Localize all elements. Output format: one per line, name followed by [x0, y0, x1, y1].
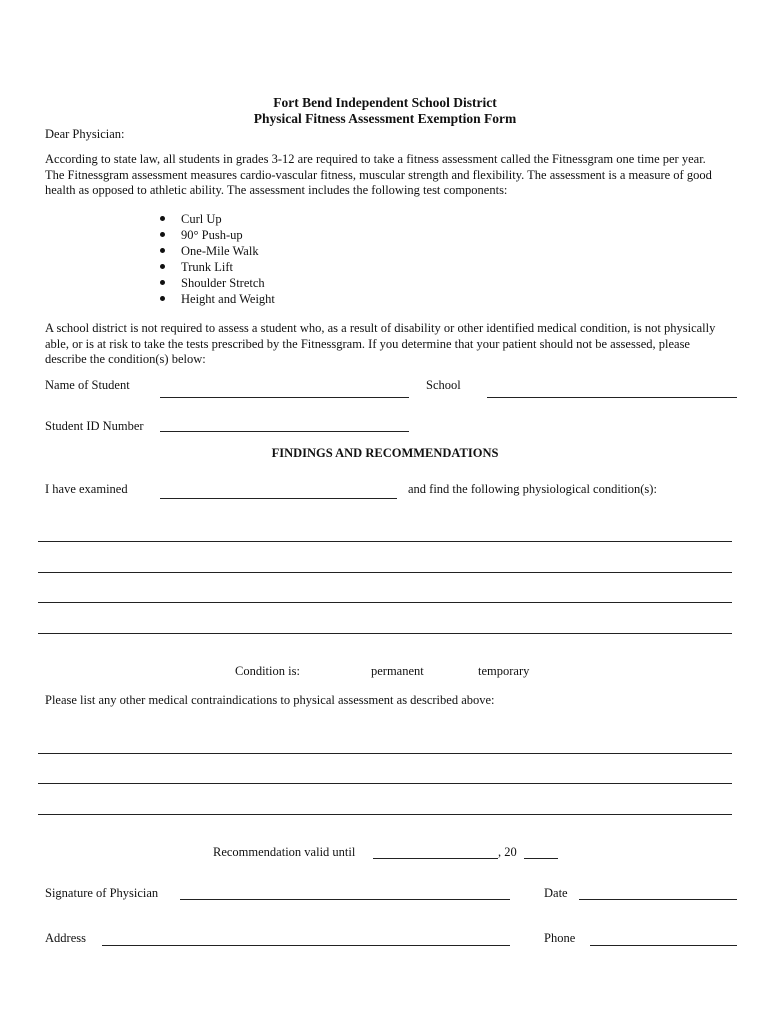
address-field[interactable]	[102, 945, 510, 946]
address-label: Address	[45, 931, 86, 945]
school-label: School	[426, 378, 461, 392]
signature-label: Signature of Physician	[45, 886, 159, 900]
student-name-label: Name of Student	[45, 378, 130, 392]
signature-field[interactable]	[180, 899, 510, 900]
findings-heading: FINDINGS AND RECOMMENDATIONS	[271, 446, 499, 460]
validity-year-prefix: , 20	[498, 845, 517, 859]
examined-label: I have examined	[45, 482, 128, 496]
condition-temporary-option[interactable]: temporary	[478, 664, 530, 678]
phone-label: Phone	[544, 931, 576, 945]
condition-line[interactable]	[38, 633, 732, 634]
student-id-label: Student ID Number	[45, 419, 144, 433]
form-title-district: Fort Bend Independent School District	[273, 95, 497, 110]
examined-field[interactable]	[160, 498, 397, 499]
list-item: Height and Weight	[160, 291, 275, 307]
condition-suffix: and find the following physiological condition(s):	[408, 482, 657, 496]
intro-paragraph: According to state law, all students in grades 3-12 are required to take a fitness assessment called the Fitnessgram one time per year. The Fitnessgram assessment measures cardio-vascular fitness, muscular strength and flexibility. The assessment is a measure of good health as opposed to athletic ability. The assessment includes the following test components:	[45, 152, 712, 197]
date-field[interactable]	[579, 899, 737, 900]
salutation: Dear Physician:	[45, 127, 125, 141]
validity-date-field[interactable]	[373, 858, 498, 859]
list-item: Trunk Lift	[160, 259, 275, 275]
contraindication-line[interactable]	[38, 783, 732, 784]
student-name-field[interactable]	[160, 397, 409, 398]
validity-label: Recommendation valid until	[213, 845, 356, 859]
date-label: Date	[544, 886, 568, 900]
validity-year-field[interactable]	[524, 858, 558, 859]
list-item: Curl Up	[160, 211, 275, 227]
contraindication-line[interactable]	[38, 753, 732, 754]
condition-type-label: Condition is:	[235, 664, 300, 678]
condition-line[interactable]	[38, 602, 732, 603]
list-item: Shoulder Stretch	[160, 275, 275, 291]
form-title-form-name: Physical Fitness Assessment Exemption Form	[253, 111, 517, 126]
student-id-field[interactable]	[160, 431, 409, 432]
contraindication-line[interactable]	[38, 814, 732, 815]
condition-permanent-option[interactable]: permanent	[371, 664, 424, 678]
contraindications-label: Please list any other medical contraindications to physical assessment as described above:	[45, 693, 495, 707]
exemption-paragraph: A school district is not required to assess a student who, as a result of disability or other identified medical condition, is not physically able, or is at risk to take the tests prescribed by the Fitnessgram. If you determine that your patient should not be assessed, please describe the condition(s) below:	[45, 321, 716, 366]
components-list	[160, 211, 275, 307]
list-item: 90° Push-up	[160, 227, 275, 243]
phone-field[interactable]	[590, 945, 737, 946]
condition-line[interactable]	[38, 541, 732, 542]
list-item: One-Mile Walk	[160, 243, 275, 259]
school-field[interactable]	[487, 397, 737, 398]
condition-line[interactable]	[38, 572, 732, 573]
